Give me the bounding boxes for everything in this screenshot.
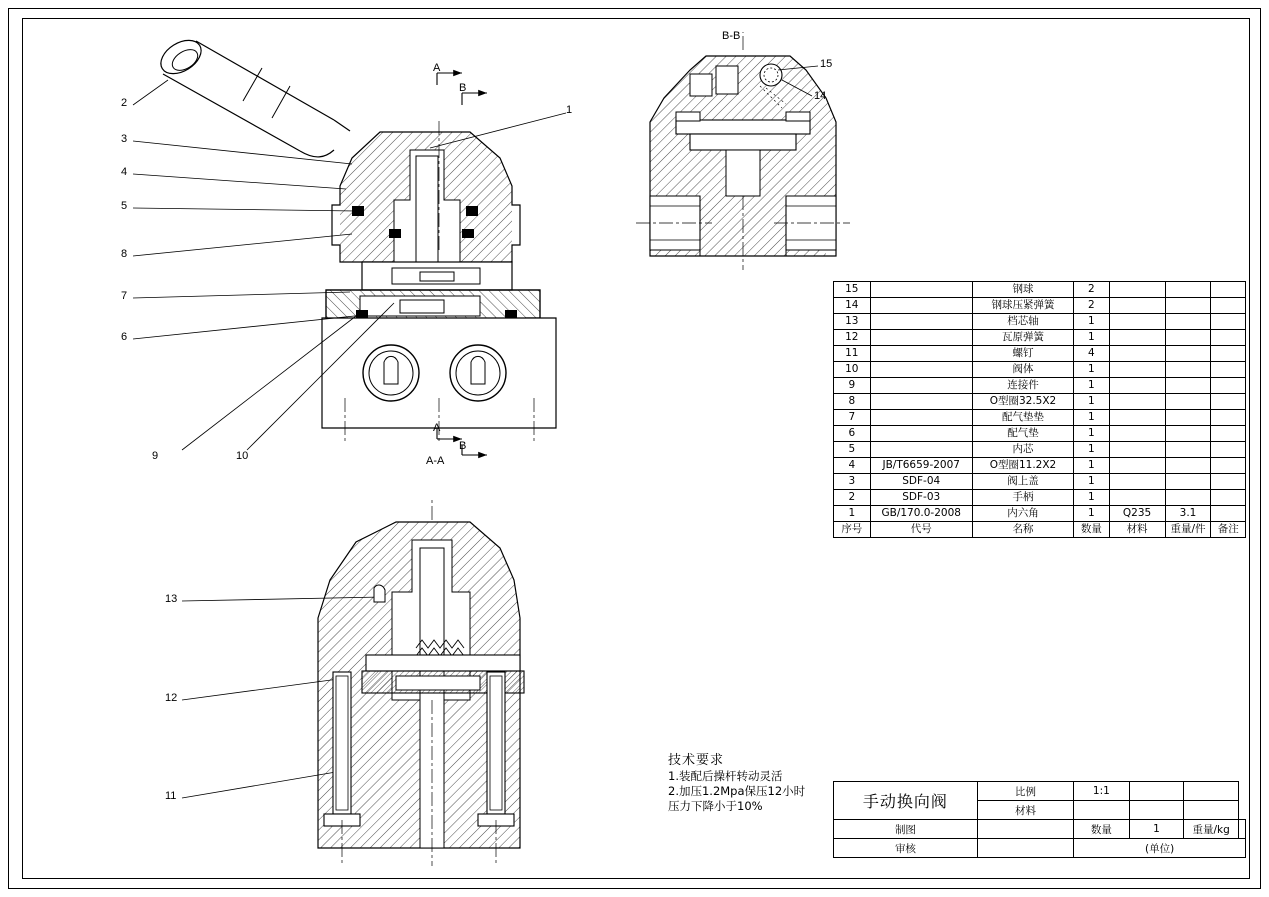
table-row <box>834 394 1246 410</box>
technical-requirements-title: 技术要求 <box>668 753 725 768</box>
bom-cell-weight <box>1165 362 1211 378</box>
bom-cell-material <box>1109 330 1165 346</box>
bom-cell-material: Q235 <box>1109 506 1165 522</box>
bom-cell-code <box>870 314 972 330</box>
title-block-blank-3 <box>1129 801 1184 820</box>
bom-cell-name: 钢球压紧弹簧 <box>972 298 1073 314</box>
bom-cell-weight <box>1165 394 1211 410</box>
title-block-blank-1 <box>1129 782 1184 801</box>
bom-header-weight: 重量/件 <box>1165 522 1211 538</box>
table-row <box>834 282 1246 298</box>
technical-requirements-line-3: 压力下降小于10% <box>668 799 763 813</box>
bom-cell-weight <box>1165 410 1211 426</box>
bom-cell-weight <box>1165 314 1211 330</box>
bom-cell-qty: 1 <box>1074 378 1109 394</box>
bom-cell-material <box>1109 394 1165 410</box>
balloon-6: 6 <box>121 331 128 343</box>
bom-cell-name: 配气垫垫 <box>972 410 1073 426</box>
bom-cell-qty: 1 <box>1074 362 1109 378</box>
bom-cell-weight <box>1165 426 1211 442</box>
bom-cell-no: 6 <box>834 426 871 442</box>
bom-cell-weight <box>1165 490 1211 506</box>
bom-cell-name: 手柄 <box>972 490 1073 506</box>
bom-cell-weight <box>1165 442 1211 458</box>
bom-header-code: 代号 <box>870 522 972 538</box>
bom-header-remark: 备注 <box>1211 522 1246 538</box>
bom-cell-name: O型圈32.5X2 <box>972 394 1073 410</box>
bom-header-row <box>834 522 1246 538</box>
bom-cell-material <box>1109 282 1165 298</box>
bom-cell-no: 14 <box>834 298 871 314</box>
bom-cell-remark <box>1211 442 1246 458</box>
bom-cell-name: 螺钉 <box>972 346 1073 362</box>
bom-cell-material <box>1109 474 1165 490</box>
scale-label: 比例 <box>977 782 1073 801</box>
bom-body <box>834 282 1246 538</box>
part-name: 手动换向阀 <box>834 782 978 820</box>
balloon-3: 3 <box>121 133 128 145</box>
bom-cell-weight: 3.1 <box>1165 506 1211 522</box>
bom-cell-name: O型圈11.2X2 <box>972 458 1073 474</box>
bom-cell-no: 13 <box>834 314 871 330</box>
bom-cell-material <box>1109 362 1165 378</box>
balloon-2: 2 <box>121 97 128 109</box>
table-row <box>834 474 1246 490</box>
bom-cell-weight <box>1165 378 1211 394</box>
drawn-value <box>977 820 1073 839</box>
bom-cell-remark <box>1211 314 1246 330</box>
material-value <box>1074 801 1129 820</box>
bom-cell-code: JB/T6659-2007 <box>870 458 972 474</box>
bom-cell-remark <box>1211 410 1246 426</box>
bom-cell-code <box>870 362 972 378</box>
table-row <box>834 378 1246 394</box>
bom-cell-no: 12 <box>834 330 871 346</box>
bom-cell-remark <box>1211 282 1246 298</box>
balloon-9: 9 <box>152 450 159 462</box>
bom-cell-name: 钢球 <box>972 282 1073 298</box>
bom-cell-code: SDF-03 <box>870 490 972 506</box>
bom-cell-qty: 1 <box>1074 506 1109 522</box>
bom-cell-no: 5 <box>834 442 871 458</box>
technical-requirements-line-2: 2.加压1.2Mpa保压12小时 <box>668 784 806 798</box>
bom-cell-name: 档芯轴 <box>972 314 1073 330</box>
bom-cell-material <box>1109 490 1165 506</box>
bom-cell-qty: 1 <box>1074 330 1109 346</box>
material-label: 材料 <box>977 801 1073 820</box>
bom-cell-code: GB/170.0-2008 <box>870 506 972 522</box>
arrow-label-b-bottom: B <box>459 440 467 452</box>
bom-cell-material <box>1109 458 1165 474</box>
bom-cell-weight <box>1165 282 1211 298</box>
title-block-blank-2 <box>1184 782 1239 801</box>
technical-requirements <box>668 753 828 814</box>
bom-cell-qty: 4 <box>1074 346 1109 362</box>
unit-label: (单位) <box>1074 839 1246 858</box>
bom-cell-remark <box>1211 490 1246 506</box>
bom-cell-material <box>1109 410 1165 426</box>
table-row <box>834 458 1246 474</box>
bom-cell-material <box>1109 298 1165 314</box>
table-row <box>834 314 1246 330</box>
bom-cell-name: 配气垫 <box>972 426 1073 442</box>
bom-cell-qty: 1 <box>1074 426 1109 442</box>
weight-value <box>1239 820 1246 839</box>
table-row <box>834 330 1246 346</box>
balloon-8: 8 <box>121 248 128 260</box>
bom-cell-material <box>1109 426 1165 442</box>
balloon-11: 11 <box>165 790 177 802</box>
bom-cell-qty: 1 <box>1074 490 1109 506</box>
bom-cell-remark <box>1211 298 1246 314</box>
table-row <box>834 426 1246 442</box>
bom-cell-name: 内芯 <box>972 442 1073 458</box>
bom-cell-no: 3 <box>834 474 871 490</box>
bom-cell-name: 阀上盖 <box>972 474 1073 490</box>
weight-label: 重量/kg <box>1184 820 1239 839</box>
view-label-aa: A-A <box>426 455 445 467</box>
bom-cell-material <box>1109 346 1165 362</box>
table-row <box>834 506 1246 522</box>
bom-cell-remark <box>1211 506 1246 522</box>
bom-header-no: 序号 <box>834 522 871 538</box>
bom-cell-code <box>870 346 972 362</box>
bom-cell-remark <box>1211 394 1246 410</box>
title-block-blank-4 <box>1184 801 1239 820</box>
bom-cell-code <box>870 298 972 314</box>
bom-cell-code <box>870 330 972 346</box>
bom-cell-qty: 1 <box>1074 314 1109 330</box>
balloon-7: 7 <box>121 290 128 302</box>
table-row <box>834 442 1246 458</box>
balloon-5: 5 <box>121 200 128 212</box>
drawn-label: 制图 <box>834 820 978 839</box>
bom-cell-qty: 1 <box>1074 474 1109 490</box>
bom-cell-weight <box>1165 298 1211 314</box>
bom-cell-remark <box>1211 362 1246 378</box>
bom-cell-weight <box>1165 474 1211 490</box>
bom-cell-name: 阀体 <box>972 362 1073 378</box>
bom-cell-code <box>870 378 972 394</box>
balloon-13: 13 <box>165 593 178 605</box>
title-block-row-3 <box>834 820 1246 839</box>
balloon-15: 15 <box>820 58 833 70</box>
bom-cell-weight <box>1165 346 1211 362</box>
bom-cell-remark <box>1211 426 1246 442</box>
bom-cell-weight <box>1165 458 1211 474</box>
bom-cell-code <box>870 426 972 442</box>
bom-cell-no: 10 <box>834 362 871 378</box>
bom-cell-no: 1 <box>834 506 871 522</box>
bom-cell-code <box>870 442 972 458</box>
bom-cell-remark <box>1211 330 1246 346</box>
table-row <box>834 490 1246 506</box>
checked-value <box>977 839 1073 858</box>
balloon-12: 12 <box>165 692 178 704</box>
balloon-1: 1 <box>566 104 573 116</box>
bom-cell-name: 内六角 <box>972 506 1073 522</box>
bom-cell-no: 7 <box>834 410 871 426</box>
bom-cell-material <box>1109 314 1165 330</box>
bom-cell-no: 8 <box>834 394 871 410</box>
bom-cell-remark <box>1211 474 1246 490</box>
bom-cell-name: 连接件 <box>972 378 1073 394</box>
bom-cell-qty: 2 <box>1074 282 1109 298</box>
bom-header-name: 名称 <box>972 522 1073 538</box>
table-row <box>834 298 1246 314</box>
table-row <box>834 362 1246 378</box>
technical-requirements-line-1: 1.装配后操杆转动灵活 <box>668 769 783 783</box>
title-block-row-1 <box>834 782 1246 801</box>
bom-cell-remark <box>1211 346 1246 362</box>
bom-cell-remark <box>1211 378 1246 394</box>
balloon-10: 10 <box>236 450 249 462</box>
bom-cell-name: 瓦原弹簧 <box>972 330 1073 346</box>
bom-cell-no: 4 <box>834 458 871 474</box>
arrow-label-a-top: A <box>433 62 441 74</box>
bom-cell-qty: 1 <box>1074 442 1109 458</box>
balloon-4: 4 <box>121 166 128 178</box>
view-label-bb: B-B <box>722 30 741 42</box>
qty-value: 1 <box>1129 820 1184 839</box>
bom-cell-remark <box>1211 458 1246 474</box>
title-block-body <box>834 782 1246 858</box>
bom-cell-no: 2 <box>834 490 871 506</box>
bill-of-materials-table <box>833 281 1246 538</box>
bom-cell-no: 9 <box>834 378 871 394</box>
bom-header-material: 材料 <box>1109 522 1165 538</box>
bom-cell-qty: 1 <box>1074 394 1109 410</box>
bom-cell-weight <box>1165 330 1211 346</box>
title-block <box>833 781 1246 858</box>
handle-lever <box>155 33 350 156</box>
bom-cell-material <box>1109 378 1165 394</box>
table-row <box>834 346 1246 362</box>
bom-cell-qty: 1 <box>1074 458 1109 474</box>
bom-cell-no: 11 <box>834 346 871 362</box>
balloon-14: 14 <box>814 90 827 102</box>
title-block-row-4 <box>834 839 1246 858</box>
bom-cell-code <box>870 394 972 410</box>
bom-header-qty: 数量 <box>1074 522 1109 538</box>
bom-cell-no: 15 <box>834 282 871 298</box>
checked-label: 审核 <box>834 839 978 858</box>
scale-value: 1:1 <box>1074 782 1129 801</box>
bom-cell-material <box>1109 442 1165 458</box>
bom-cell-qty: 2 <box>1074 298 1109 314</box>
arrow-label-b-top: B <box>459 82 467 94</box>
arrow-label-a-bottom: A <box>433 422 441 434</box>
bom-cell-code <box>870 282 972 298</box>
qty-label: 数量 <box>1074 820 1129 839</box>
bom-cell-code: SDF-04 <box>870 474 972 490</box>
table-row <box>834 410 1246 426</box>
bom-cell-code <box>870 410 972 426</box>
bom-cell-qty: 1 <box>1074 410 1109 426</box>
